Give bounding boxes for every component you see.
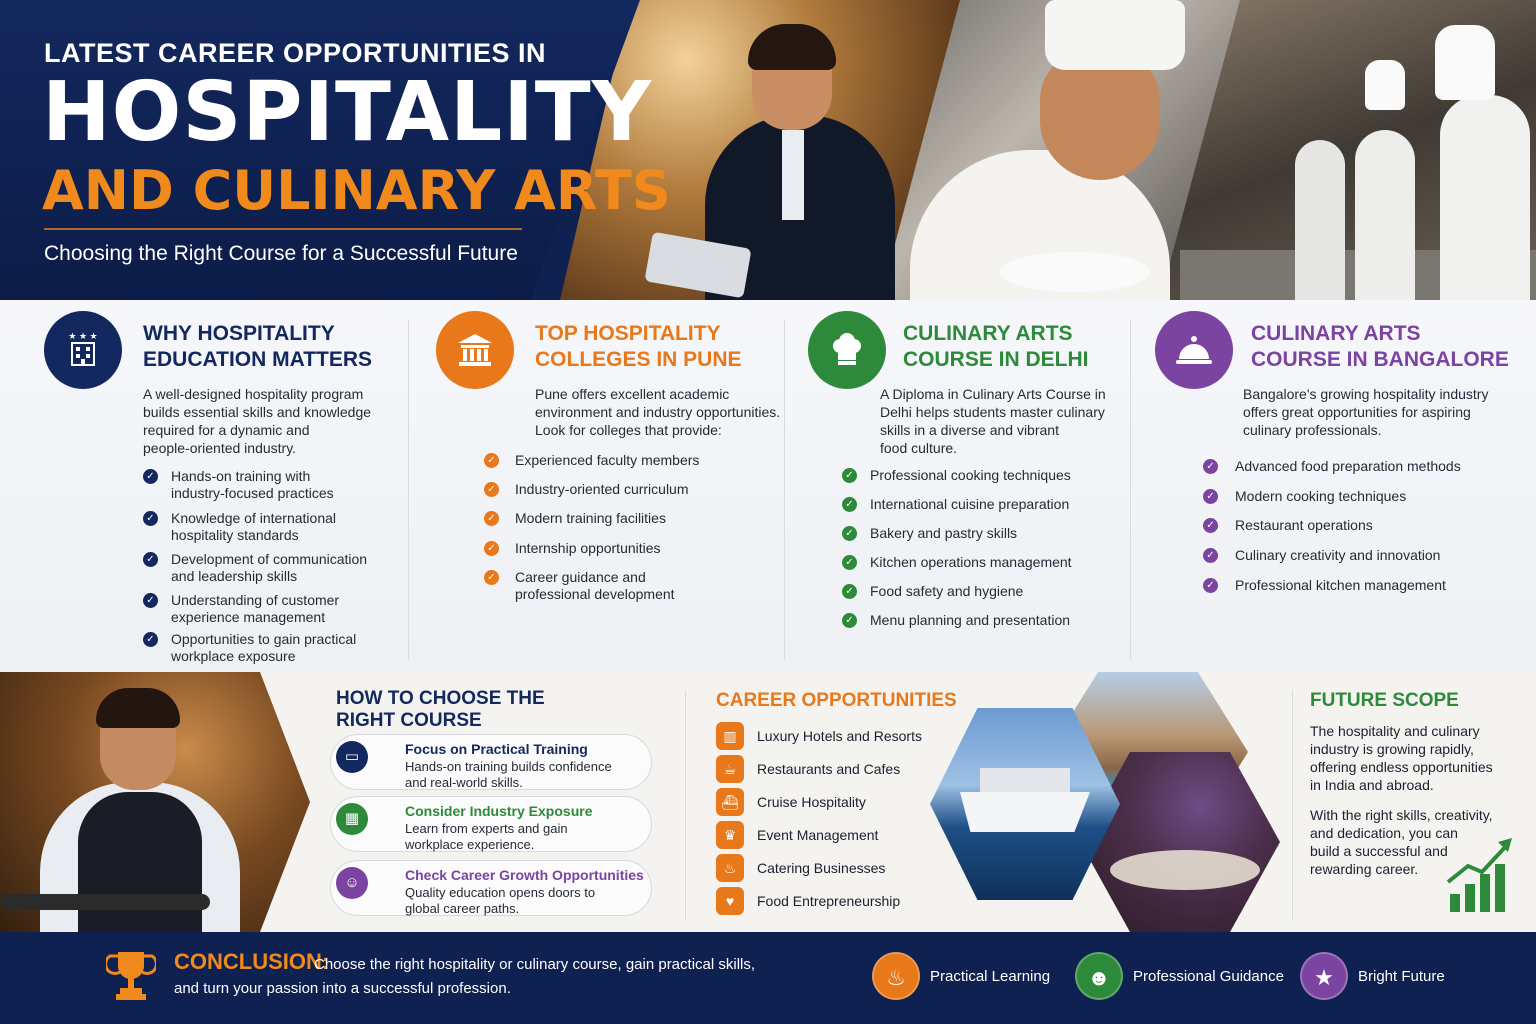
list-item: ✓ Professional kitchen management (1203, 577, 1446, 594)
list-item: ✓ Development of communication and leadership skills (143, 551, 367, 585)
column-divider (408, 320, 409, 660)
check-icon: ✓ (1203, 518, 1218, 533)
badge-label: Practical Learning (930, 967, 1051, 985)
career-item: ☕ Restaurants and Cafes (716, 755, 900, 783)
title-accent: AND CULINARY ARTS (42, 159, 671, 222)
hotel-icon: ▥ (716, 722, 744, 750)
kitchen-chef-hat-1 (1435, 25, 1495, 100)
badge-label: Professional Guidance (1133, 967, 1284, 985)
list-item: ✓ Modern training facilities (484, 510, 666, 527)
delhi-course-title: CULINARY ARTS COURSE IN DELHI (903, 322, 1089, 371)
how-item-industry-exposure (330, 796, 652, 852)
check-icon: ✓ (484, 511, 499, 526)
page-subtitle: Choosing the Right Course for a Successful Future (44, 242, 518, 265)
check-icon: ✓ (484, 482, 499, 497)
check-icon: ✓ (143, 593, 158, 608)
list-item: ✓ Professional cooking techniques (842, 467, 1071, 484)
chef-hat-icon: ♨ (872, 952, 920, 1000)
header-banner (0, 0, 1536, 300)
kitchen-chef-1 (1440, 95, 1530, 300)
star-icon: ★ (1300, 952, 1348, 1000)
pune-colleges-title: TOP HOSPITALITY COLLEGES IN PUNE (535, 322, 742, 371)
list-item: ✓ International cuisine preparation (842, 496, 1069, 513)
career-item: ⛴ Cruise Hospitality (716, 788, 866, 816)
career-item: ♛ Event Management (716, 821, 878, 849)
badge-label: Bright Future (1358, 967, 1445, 985)
check-icon: ✓ (1203, 489, 1218, 504)
list-item: ✓ Opportunities to gain practical workplace exposure (143, 631, 356, 665)
check-icon: ✓ (842, 584, 857, 599)
list-item: ✓ Culinary creativity and innovation (1203, 547, 1440, 564)
check-icon: ✓ (1203, 578, 1218, 593)
list-item: ✓ Career guidance and professional development (484, 569, 675, 603)
restaurant-icon: ☕ (716, 755, 744, 783)
badge-practical-learning (872, 952, 1050, 1000)
kitchen-chef-2 (1355, 130, 1415, 300)
list-item: ✓ Experienced faculty members (484, 452, 699, 469)
delhi-course-description: A Diploma in Culinary Arts Course in Delhi helps students master culinary skills in a diverse and vibrant food culture. (880, 386, 1106, 456)
list-item: ✓ Advanced food preparation methods (1203, 458, 1461, 475)
cruise-icon: ⛴ (716, 788, 744, 816)
building-icon (44, 311, 122, 389)
check-icon: ✓ (842, 497, 857, 512)
title-main: HOSPITALITY (42, 65, 653, 160)
future-scope-paragraph-2: With the right skills, creativity, and dedication, you can build a successful and rewarding career. (1310, 807, 1493, 877)
list-item: ✓ Restaurant operations (1203, 517, 1373, 534)
why-hospitality-title: WHY HOSPITALITY EDUCATION MATTERS (143, 322, 373, 371)
serving-tray (0, 894, 210, 910)
food-business-icon: ♥ (716, 887, 744, 915)
career-item: ♥ Food Entrepreneurship (716, 887, 900, 915)
career-item: ▥ Luxury Hotels and Resorts (716, 722, 922, 750)
dish-plate (1000, 252, 1150, 292)
ship-hull (960, 792, 1090, 832)
check-icon: ✓ (842, 526, 857, 541)
check-icon: ✓ (484, 570, 499, 585)
training-icon: ▭ (336, 741, 368, 773)
svg-text:★ ★ ★: ★ ★ ★ (68, 331, 98, 341)
list-item: ✓ Understanding of customer experience management (143, 592, 339, 626)
check-icon: ✓ (143, 632, 158, 647)
badge-professional-guidance (1075, 952, 1284, 1000)
badge-bright-future (1300, 952, 1445, 1000)
how-item-heading: Check Career Growth Opportunities (405, 867, 644, 883)
check-icon: ✓ (842, 613, 857, 628)
check-icon: ✓ (143, 552, 158, 567)
future-scope-paragraph-1: The hospitality and culinary industry is growing rapidly, offering endless opportunities in India and abroad. (1310, 723, 1493, 793)
list-item: ✓ Industry-oriented curriculum (484, 481, 689, 498)
future-scope-title: FUTURE SCOPE (1310, 690, 1459, 711)
waitress-hair (96, 688, 180, 728)
list-item: ✓ Bakery and pastry skills (842, 525, 1017, 542)
conclusion-text-line-1: Choose the right hospitality or culinary course, gain practical skills, (314, 956, 756, 973)
list-item: ✓ Menu planning and presentation (842, 612, 1070, 629)
section-divider (1292, 690, 1293, 920)
cloche-icon (1155, 311, 1233, 389)
list-item: ✓ Kitchen operations management (842, 554, 1072, 571)
section-divider (685, 690, 686, 920)
column-divider (1130, 320, 1131, 660)
college-icon (436, 311, 514, 389)
growth-chart-icon (1446, 836, 1516, 914)
title-small: LATEST CAREER OPPORTUNITIES IN (44, 38, 547, 68)
check-icon: ✓ (484, 541, 499, 556)
bangalore-course-description: Bangalore's growing hospitality industry offers great opportunities for aspiring culinary professionals. (1243, 386, 1489, 438)
check-icon: ✓ (484, 453, 499, 468)
conclusion-label: CONCLUSION: (174, 949, 330, 974)
trophy-icon (106, 948, 156, 1004)
how-item-text: Learn from experts and gain workplace experience. (405, 821, 568, 852)
how-to-choose-title: HOW TO CHOOSE THE RIGHT COURSE (336, 688, 545, 731)
event-icon: ♛ (716, 821, 744, 849)
banquet-tables (1110, 850, 1260, 890)
chef-hat-icon (808, 311, 886, 389)
how-item-text: Quality education opens doors to global career paths. (405, 885, 596, 916)
list-item: ✓ Hands-on training with industry-focused practices (143, 468, 334, 502)
how-item-heading: Consider Industry Exposure (405, 803, 593, 819)
why-hospitality-description: A well-designed hospitality program builds essential skills and knowledge required for a dynamic and people-oriented industry. (143, 386, 372, 456)
growth-person-icon: ☺ (336, 867, 368, 899)
list-item: ✓ Modern cooking techniques (1203, 488, 1406, 505)
how-item-text: Hands-on training builds confidence and real-world skills. (405, 759, 612, 790)
catering-icon: ♨ (716, 854, 744, 882)
column-divider (784, 320, 785, 660)
check-icon: ✓ (143, 469, 158, 484)
staff-shirt (782, 130, 804, 220)
waitress-vest (78, 792, 202, 932)
kitchen-chef-hat-2 (1365, 60, 1405, 110)
bangalore-course-title: CULINARY ARTS COURSE IN BANGALORE (1251, 322, 1509, 371)
list-item: ✓ Food safety and hygiene (842, 583, 1023, 600)
mentor-icon: ☻ (1075, 952, 1123, 1000)
exposure-icon: ▦ (336, 803, 368, 835)
kitchen-chef-3 (1295, 140, 1345, 300)
check-icon: ✓ (842, 468, 857, 483)
career-item: ♨ Catering Businesses (716, 854, 885, 882)
pune-colleges-description: Pune offers excellent academic environment and industry opportunities. Look for colleges that provide: (535, 386, 781, 438)
check-icon: ✓ (842, 555, 857, 570)
how-item-practical-training (330, 734, 652, 790)
chef-hat (1045, 0, 1185, 70)
title-divider (44, 228, 522, 230)
check-icon: ✓ (1203, 548, 1218, 563)
career-opportunities-title: CAREER OPPORTUNITIES (716, 690, 957, 711)
list-item: ✓ Knowledge of international hospitality standards (143, 510, 336, 544)
list-item: ✓ Internship opportunities (484, 540, 661, 557)
conclusion-text-line-2: and turn your passion into a successful profession. (174, 980, 511, 997)
check-icon: ✓ (1203, 459, 1218, 474)
how-item-career-growth (330, 860, 652, 916)
how-item-heading: Focus on Practical Training (405, 741, 588, 757)
ship-deck (980, 768, 1070, 794)
check-icon: ✓ (143, 511, 158, 526)
